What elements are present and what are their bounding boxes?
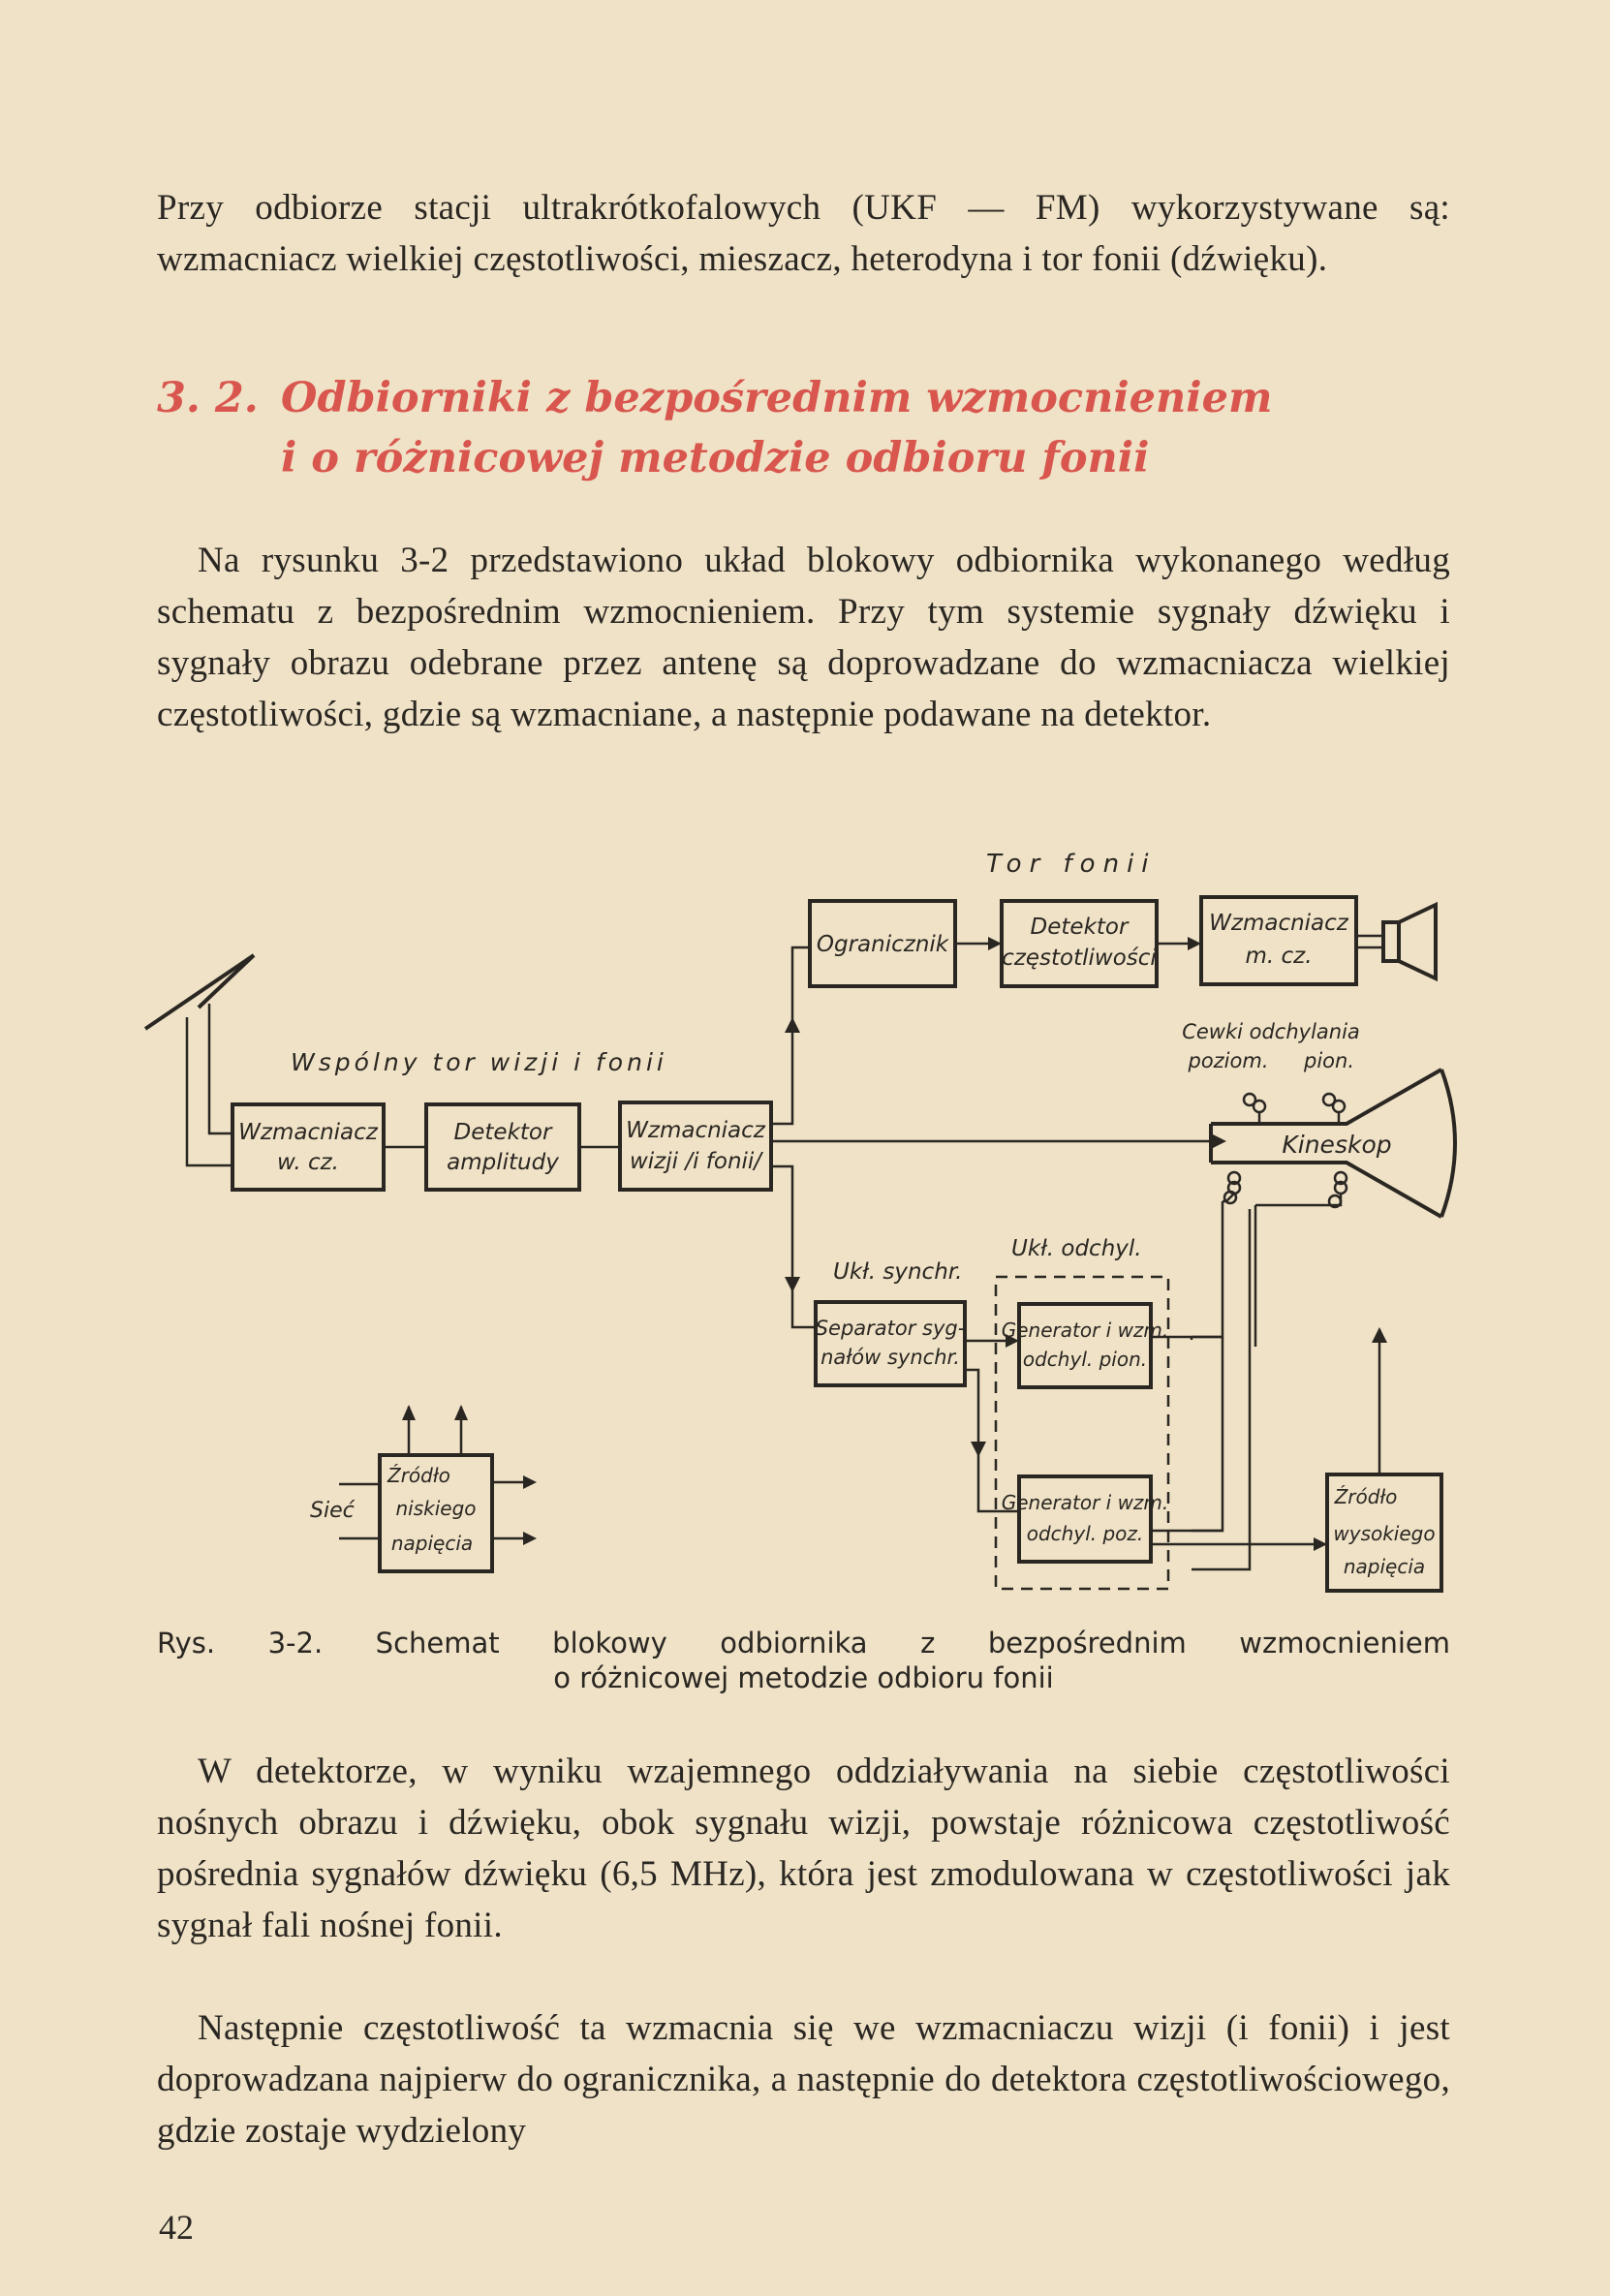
- block-gen-pion-l1: Generator i wzm.: [1001, 1319, 1169, 1342]
- ukl-odchyl-label: Ukł. odchyl.: [1011, 1236, 1142, 1261]
- loudspeaker-icon: [1356, 905, 1436, 978]
- coil-bottom-icons: [1223, 1172, 1347, 1207]
- page-number: 42: [159, 2208, 194, 2247]
- block-zrodlo-nisk-l1: Źródło: [387, 1464, 450, 1487]
- block-det-amp-l1: Detektor: [453, 1120, 552, 1145]
- block-zrodlo-nisk-l2: niskiego: [395, 1497, 477, 1520]
- paragraph-3: W detektorze, w wyniku wzajemnego oddziaływania na siebie częstotliwości nośnych obrazu i dźwięku, obok sygnału wizji, powstaje różnicowa częstotliwość pośrednia sygnałów dźwięku (6,5 MHz), która jest zmodulowana w częstotliwości jak sygnał fali nośnej fonii.: [157, 1752, 1450, 1945]
- siec-label: Sieć: [310, 1499, 355, 1523]
- paragraph-4: Następnie częstotliwość ta wzmacnia się we wzmacniaczu wizji (i fonii) i jest doprowadzana najpierw do ogranicznika, a następnie do detektora częstotliwościowego, gdzie zostaje wydzielony: [157, 2008, 1450, 2151]
- ukl-synchr-label: Ukł. synchr.: [833, 1259, 963, 1285]
- block-separator-l1: Separator syg-: [815, 1317, 966, 1340]
- block-gen-pion: [1019, 1304, 1151, 1387]
- tor-fonii-label: Tor fonii: [986, 850, 1157, 879]
- block-separator-l2: nałów synchr.: [820, 1346, 960, 1369]
- block-det-cz-l2: częstotliwości: [1002, 946, 1157, 971]
- caption-line-2: o różnicowej metodzie odbioru fonii: [553, 1661, 1054, 1694]
- figure-caption: [157, 1626, 1450, 1695]
- cewki-label: Cewki odchylania: [1182, 1020, 1360, 1043]
- block-zrodlo-wys-l1: Źródło: [1334, 1485, 1398, 1508]
- poziom-label: poziom.: [1188, 1049, 1269, 1072]
- block-wzm-mcz-l1: Wzmacniacz: [1209, 911, 1348, 936]
- block-separator: [816, 1302, 965, 1385]
- caption-line-1: Rys. 3-2. Schemat blokowy odbiornika z bezpośrednim wzmocnieniem: [157, 1627, 1450, 1660]
- block-det-amp-l2: amplitudy: [447, 1150, 559, 1175]
- paragraph-2: Na rysunku 3-2 przedstawiono układ blokowy odbiornika wykonanego według schematu z bezpośrednim wzmocnieniem. Przy tym systemie sygnały dźwięku i sygnały obrazu odebrane przez antenę są doprowadzane do wzmacniacza wielkiej częstotliwości, gdzie są wzmacniane, a następnie podawane na detektor.: [157, 541, 1450, 734]
- kineskop-label: Kineskop: [1282, 1131, 1392, 1159]
- block-zrodlo-wys-l2: wysokiego: [1333, 1522, 1436, 1545]
- block-zrodlo-nisk-l3: napięcia: [390, 1532, 474, 1555]
- block-det-cz-l1: Detektor: [1030, 915, 1129, 940]
- block-wzm-wcz-l1: Wzmacniacz: [238, 1120, 378, 1145]
- block-wzm-wizji-l2: wizji /i fonii/: [629, 1149, 762, 1174]
- heading-line-2: i o różnicowej metodzie odbioru fonii: [281, 434, 1150, 482]
- block-gen-poz: [1019, 1476, 1151, 1562]
- block-zrodlo-wys-l3: napięcia: [1343, 1555, 1426, 1578]
- block-gen-poz-l1: Generator i wzm.: [1001, 1491, 1169, 1514]
- wspolny-tor-label: Wspólny tor wizji i fonii: [291, 1048, 667, 1076]
- heading-line-1: Odbiorniki z bezpośrednim wzmocnieniem: [281, 374, 1273, 422]
- block-wzm-wizji-l1: Wzmacniacz: [626, 1118, 765, 1143]
- block-gen-pion-l2: odchyl. pion.: [1022, 1348, 1148, 1371]
- paragraph-1: Przy odbiorze stacji ultrakrótkofalowych (UKF — FM) wykorzystywane są: wzmacniacz wielkiej częstotliwości, mieszacz, heterodyna i tor fonii (dźwięku).: [157, 188, 1450, 279]
- block-wzm-wcz-l2: w. cz.: [277, 1150, 339, 1175]
- block-detektor-amplitudy: [426, 1104, 579, 1190]
- block-wzm-wizji: [620, 1102, 771, 1190]
- section-number: 3. 2.: [157, 374, 259, 422]
- block-wzm-mcz-l2: m. cz.: [1245, 944, 1313, 969]
- pion-label: pion.: [1304, 1049, 1354, 1072]
- block-wzm-wcz: [232, 1104, 384, 1190]
- block-ogranicznik-text: Ogranicznik: [816, 932, 949, 957]
- coil-top-icons: [1244, 1094, 1345, 1124]
- block-gen-poz-l2: odchyl. poz.: [1026, 1522, 1144, 1545]
